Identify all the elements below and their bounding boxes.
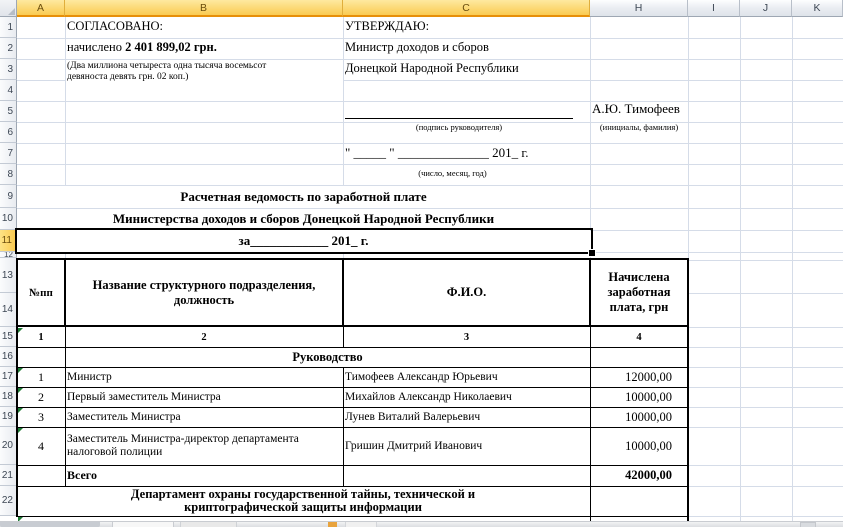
table-border <box>17 516 688 517</box>
row-header-5[interactable]: 5 <box>0 101 17 122</box>
row-header-6[interactable]: 6 <box>0 122 17 143</box>
fill-handle[interactable] <box>588 249 596 257</box>
cell-agreed-title[interactable]: СОГЛАСОВАНО: <box>67 19 164 33</box>
select-all-triangle-icon <box>8 8 15 15</box>
gridline <box>689 293 843 294</box>
total-value[interactable]: 42000,00 <box>625 468 672 482</box>
selection-border <box>15 228 593 254</box>
sheet-tab[interactable] <box>180 522 237 527</box>
row-header-15[interactable]: 15 <box>0 327 17 347</box>
row-header-3[interactable]: 3 <box>0 59 17 80</box>
initials-caption: (инициалы, фамилия) <box>599 121 679 132</box>
row1-num[interactable]: 1 <box>38 369 44 384</box>
cell-approver-line2[interactable]: Донецкой Народной Республики <box>345 61 519 75</box>
row-header-2[interactable]: 2 <box>0 38 17 59</box>
tab-splitter[interactable] <box>800 522 816 527</box>
column-header-B[interactable]: B <box>65 0 343 17</box>
column-header-J[interactable]: J <box>740 0 792 17</box>
error-indicator-icon <box>18 408 23 413</box>
row-header-16[interactable]: 16 <box>0 347 17 367</box>
table-header-position[interactable]: Название структурного подразделения, должность <box>92 277 316 307</box>
gridline <box>689 347 843 348</box>
gridline <box>689 486 843 487</box>
colnum-1[interactable]: 1 <box>38 331 44 343</box>
colnum-2[interactable]: 2 <box>201 331 207 343</box>
row4-fio[interactable]: Гришин Дмитрий Иванович <box>345 440 483 452</box>
insert-sheet-tab[interactable] <box>328 522 337 527</box>
cell-doc-title-line1[interactable]: Расчетная ведомость по заработной плате <box>180 188 427 204</box>
accrued-prefix: начислено <box>67 40 126 54</box>
sheet-tab[interactable] <box>345 522 377 527</box>
row1-salary[interactable]: 12000,00 <box>625 369 672 384</box>
cell-date-blank[interactable]: " _____ " ______________ 201_ г. <box>345 145 529 160</box>
cell-doc-title-line2[interactable]: Министерства доходов и сборов Донецкой Народной Республики <box>112 211 495 226</box>
row3-fio[interactable]: Лунев Виталий Валерьевич <box>345 411 481 423</box>
gridline <box>689 327 843 328</box>
cell-approver-line1[interactable]: Министр доходов и сборов <box>345 40 489 54</box>
gridline <box>689 465 843 466</box>
row-header-9[interactable]: 9 <box>0 185 17 208</box>
gridline <box>17 143 843 144</box>
error-indicator-icon <box>18 368 23 373</box>
column-header-H[interactable]: H <box>590 0 688 17</box>
row4-position[interactable]: Заместитель Министра-директор департамента налоговой полиции <box>67 433 299 458</box>
gridline <box>17 59 843 60</box>
cell-approver-name[interactable]: А.Ю. Тимофеев <box>592 101 680 116</box>
row2-num[interactable]: 2 <box>38 389 44 404</box>
row-header-1[interactable]: 1 <box>0 17 17 38</box>
row3-num[interactable]: 3 <box>38 409 44 424</box>
table-header-salary[interactable]: Начислена заработная плата, грн <box>607 270 671 314</box>
gridline <box>688 17 689 258</box>
error-indicator-icon <box>18 388 23 393</box>
amount-words-line2: девяноста девять грн. 02 коп.) <box>67 71 189 82</box>
sheet-tab[interactable] <box>112 522 174 527</box>
row-header-19[interactable]: 19 <box>0 407 17 427</box>
row-header-20[interactable]: 20 <box>0 427 17 465</box>
date-caption: (число, месяц, год) <box>418 167 487 178</box>
table-header-fio[interactable]: Ф.И.О. <box>446 285 487 299</box>
signature-line <box>345 118 573 119</box>
row2-fio[interactable]: Михайлов Александр Николаевич <box>345 391 512 403</box>
row1-position[interactable]: Министр <box>67 371 112 383</box>
gridline <box>343 80 843 81</box>
select-all-corner[interactable] <box>0 0 17 17</box>
error-indicator-icon <box>18 328 23 333</box>
cell-approved-title[interactable]: УТВЕРЖДАЮ: <box>345 19 430 33</box>
column-header-I[interactable]: I <box>688 0 740 17</box>
column-header-K[interactable]: K <box>792 0 843 17</box>
row-header-11[interactable]: 11 <box>0 230 17 252</box>
row-header-18[interactable]: 18 <box>0 387 17 407</box>
row-header-13[interactable]: 13 <box>0 258 17 293</box>
gridline <box>689 260 843 261</box>
amount-words-line1: (Два миллиона четыреста одна тысяча восемьсот <box>67 61 267 71</box>
gridline <box>689 407 843 408</box>
section-department[interactable]: Департамент охраны государственной тайны, технической и криптографической защиты информации <box>130 486 476 514</box>
row-header-10[interactable]: 10 <box>0 208 17 230</box>
row3-position[interactable]: Заместитель Министра <box>67 411 181 423</box>
row-header-7[interactable]: 7 <box>0 143 17 164</box>
gridline <box>740 17 741 521</box>
gridline <box>792 17 793 521</box>
row-header-17[interactable]: 17 <box>0 367 17 387</box>
column-header-C[interactable]: C <box>343 0 590 17</box>
row2-position[interactable]: Первый заместитель Министра <box>67 391 221 403</box>
signature-caption: (подпись руководителя) <box>415 121 503 132</box>
gridline <box>17 38 843 39</box>
tab-scroll-buttons[interactable] <box>0 522 100 527</box>
gridline <box>590 230 843 231</box>
cell-period-selected[interactable]: за____________ 201_ г. <box>238 233 369 248</box>
cell-accrued-amount[interactable] <box>67 40 343 55</box>
gridline <box>17 164 843 165</box>
gridline <box>689 516 843 517</box>
row-header-4[interactable]: 4 <box>0 80 17 101</box>
row1-fio[interactable]: Тимофеев Александр Юрьевич <box>345 371 498 383</box>
row-header-21[interactable]: 21 <box>0 465 17 486</box>
row-header-14[interactable]: 14 <box>0 293 17 327</box>
colnum-3[interactable]: 3 <box>463 331 470 343</box>
total-label[interactable]: Всего <box>67 468 97 482</box>
gridline <box>689 367 843 368</box>
section-rukovodstvo[interactable]: Руководство <box>292 349 363 364</box>
row4-salary[interactable]: 10000,00 <box>625 438 672 453</box>
colnum-4[interactable]: 4 <box>636 331 642 343</box>
row2-salary[interactable]: 10000,00 <box>625 389 672 404</box>
column-header-A[interactable]: A <box>17 0 65 17</box>
row3-salary[interactable]: 10000,00 <box>625 409 672 424</box>
gridline <box>590 252 843 253</box>
gridline <box>17 101 843 102</box>
error-indicator-icon <box>18 428 23 433</box>
row-header-12[interactable]: 12 <box>0 252 17 258</box>
accrued-value: 2 401 899,02 грн. <box>125 40 217 54</box>
cell-amount-in-words[interactable] <box>67 61 343 82</box>
row-header-22[interactable]: 22 <box>0 486 17 516</box>
gridline <box>17 80 65 81</box>
gridline <box>689 427 843 428</box>
gridline <box>689 387 843 388</box>
row-header-8[interactable]: 8 <box>0 164 17 185</box>
row4-num[interactable]: 4 <box>38 438 44 453</box>
table-header-num[interactable]: №пп <box>29 286 53 299</box>
